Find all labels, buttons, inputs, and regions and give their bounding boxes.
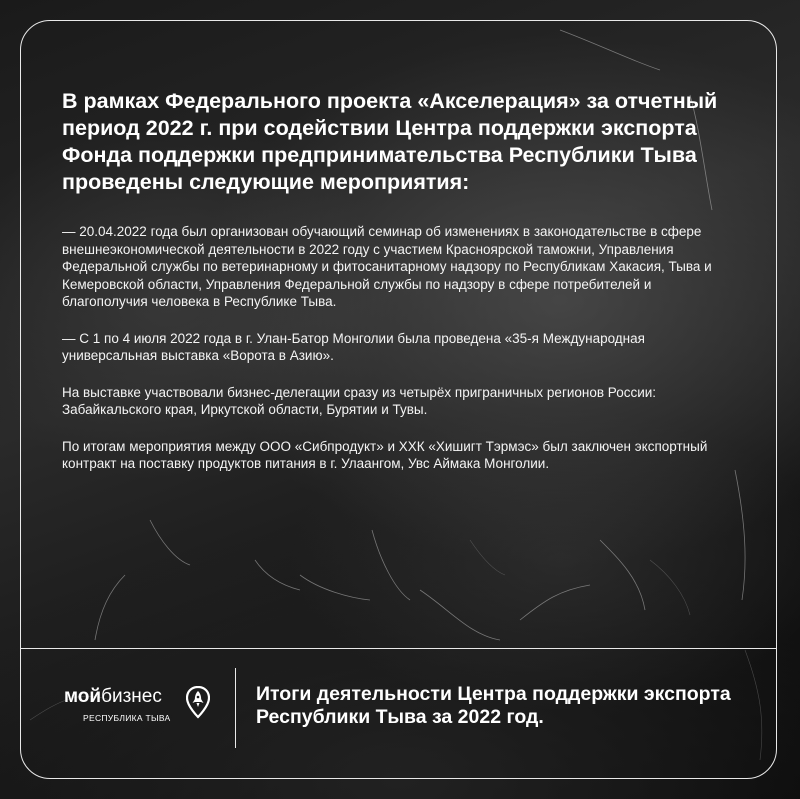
- paragraph-exhibition: — С 1 по 4 июля 2022 года в г. Улан-Батор Монголии была проведена «35-я Международная универсальная выставка «Ворота в Азию».: [62, 330, 645, 363]
- location-pin-rocket-icon: [186, 686, 210, 720]
- main-heading: В рамках Федерального проекта «Акселерация» за отчетный период 2022 г. при содействии Центра поддержки экспорта Фонда поддержки предпринимательства Республики Тыва проведены следующие мероприятия:: [62, 89, 718, 194]
- paragraph-contract: По итогам мероприятия между ООО «Сибпродукт» и ХХК «Хишигт Тэрмэс» был заключен экспортный контракт на поставку продуктов питания в г. Улаангом, Увс Аймака Монголии.: [62, 438, 708, 471]
- footer-title: Итоги деятельности Центра поддержки экспорта Республики Тыва за 2022 год.: [256, 683, 731, 728]
- paragraph-delegations: На выставке участвовали бизнес-делегации сразу из четырёх приграничных регионов России: Забайкальского края, Иркутской области, Бурятии и Тувы.: [62, 384, 657, 417]
- logo-name-bold: мой: [64, 686, 102, 707]
- footer-vertical-divider: [235, 668, 236, 748]
- logo-region: РЕСПУБЛИКА ТЫВА: [83, 713, 171, 723]
- footer-divider: [20, 648, 777, 649]
- logo-name: [64, 686, 162, 708]
- paragraph-seminar: — 20.04.2022 года был организован обучающий семинар об изменениях в законодательстве в сфере внешнеэкономической деятельности в 2022 году с участием Красноярской таможни, Управления Федеральной службы по ветеринарному и фитосанитарному надзору по Республикам Хакасия, Тыва и Кемеровской области, Управления Федеральной службы по надзору в сфере потребителей и благополучия человека в Республике Тыва.: [62, 224, 712, 309]
- main-content: [62, 88, 722, 492]
- moi-biznes-logo: [64, 686, 234, 736]
- logo-name-regular: бизнес: [101, 686, 162, 707]
